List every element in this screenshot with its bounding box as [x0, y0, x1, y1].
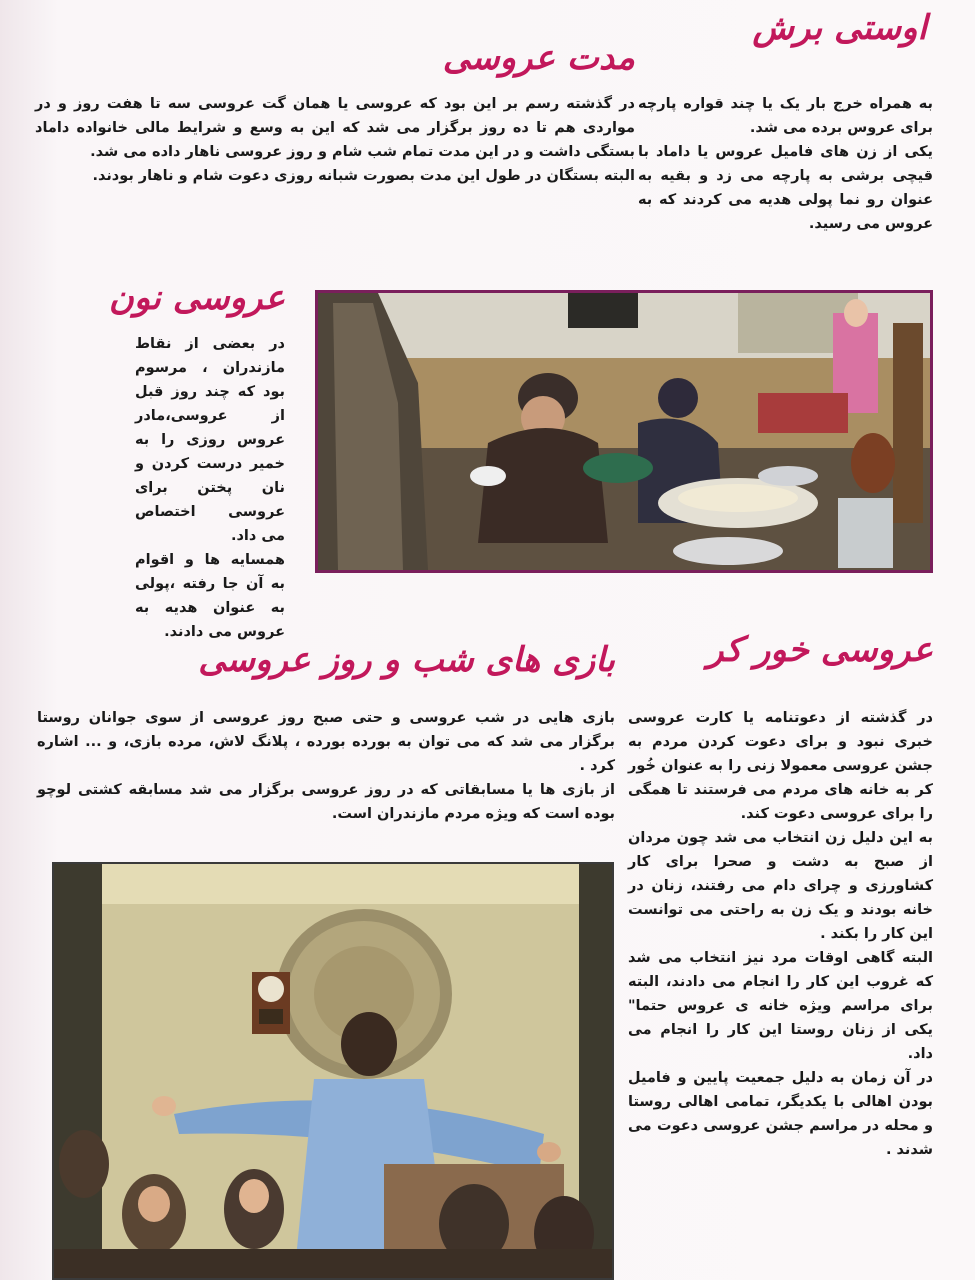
heading-noon: عروسی نون [108, 278, 285, 318]
paragraph: البته گاهی اوقات مرد نیز انتخاب می شد که غروب این کار را انجام می دادند، البته برای مراسم ویژه خانه ی عروس حتما" یکی از زنان روستا این کار را انجام می داد. [628, 950, 933, 1062]
paragraph: در گذشته رسم بر این بود که عروسی یا همان گت عروسی سه تا هفت روز و در مواردی هم تا ده روز برگزار می شد که این به وسع و شرایط مالی خانواده داماد بستگی داشت و در این مدت تمام شب شام و روز عروسی ناهار داده می شد. [35, 96, 635, 160]
heading-khorkar: عروسی خور کر [707, 630, 933, 670]
bread-making-illustration [318, 293, 930, 570]
heading-bazi: بازی های شب و روز عروسی [198, 640, 615, 680]
text-noon [135, 332, 285, 644]
paragraph: در گذشته از دعوتنامه یا کارت عروسی خبری نبود و برای دعوت کردن مردم به جشن عروسی معمولا زنی را به عنوان خُور کر به خانه های مردم می فرستند تا همگی را برای عروسی دعوت کند. [628, 710, 933, 822]
paragraph: در آن زمان به دلیل جمعیت پایین و فامیل بودن اهالی با یکدیگر، تمامی اهالی روستا و محله در مراسم جشن عروسی دعوت می شدند . [628, 1070, 933, 1158]
photo-bread-making [315, 290, 933, 573]
wedding-dance-illustration [54, 864, 612, 1278]
heading-ostibersh: اوستی برش [752, 8, 927, 48]
text-modat [35, 92, 635, 188]
paragraph: یکی از زن های فامیل عروس یا داماد با قیچی برشی به پارچه می زد و بقیه به عنوان رو نما پولی هدیه می کردند که به عروس می رسید. [638, 144, 933, 232]
text-khorkar [628, 706, 933, 1162]
text-bazi [37, 706, 615, 826]
heading-modat: مدت عروسی [442, 38, 635, 78]
paragraph: همسایه ها و اقوام به آن جا رفته ،پولی به عنوان هدیه به عروس می دادند. [135, 552, 285, 640]
photo-wedding-dance [52, 862, 614, 1280]
paragraph: از بازی ها یا مسابقاتی که در روز عروسی برگزار می شد مسابقه کشتی لوچو بوده است که ویژه مردم مازندران است. [37, 782, 615, 822]
paragraph: به این دلیل زن انتخاب می شد چون مردان از صبح به دشت و صحرا برای کار کشاورزی و چرای دام می رفتند، زنان در خانه بودند و یک زن به راحتی می توانست این کار را بکند . [628, 830, 933, 942]
text-ostibersh [638, 92, 933, 236]
paragraph: به همراه خرج بار یک یا چند قواره پارچه برای عروس برده می شد. [638, 96, 933, 136]
paragraph: البته بستگان در طول این مدت بصورت شبانه روزی دعوت شام و ناهار بودند. [92, 168, 635, 184]
paragraph: بازی هایی در شب عروسی و حتی صبح روز عروسی از سوی جوانان روستا برگزار می شد که می توان به بورده بورده ، پلانگ لاش، مرده بازی، و ... اشاره کرد . [37, 710, 615, 774]
paragraph: در بعضی از نقاط مازندران ، مرسوم بود که چند روز قبل از عروسی،مادر عروس روزی را به خمیر درست کردن و نان پختن برای عروسی اختصاص می داد. [135, 336, 285, 544]
